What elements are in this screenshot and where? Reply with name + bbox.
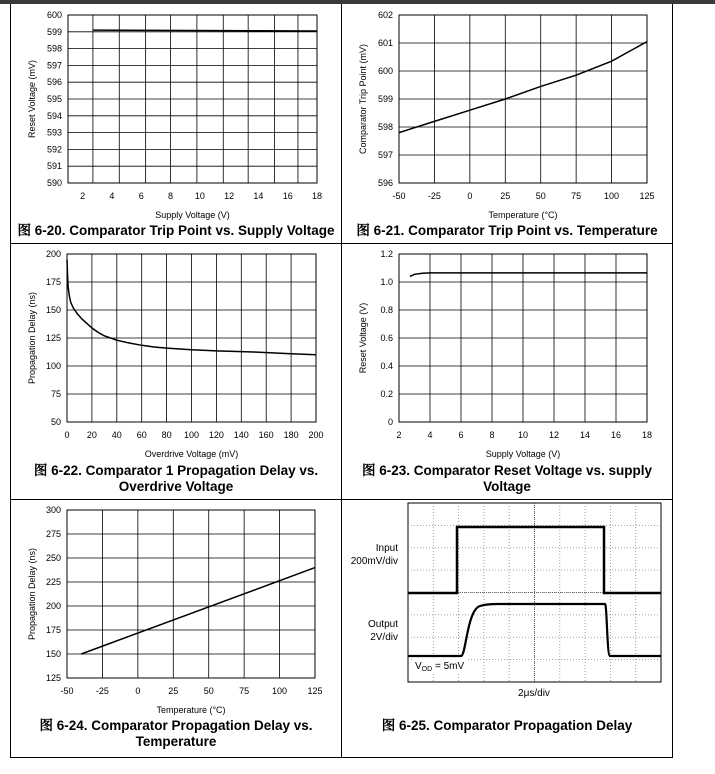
input-label-line-1: Input <box>375 543 398 554</box>
x-tick-label: 12 <box>224 191 235 201</box>
caption-text: 图 6-24. Comparator Propagation Delay vs. Temperature <box>39 718 313 749</box>
y-tick-label: 592 <box>46 144 62 155</box>
x-axis-label: Supply Voltage (V) <box>155 210 230 220</box>
x-tick-label: 18 <box>641 430 653 440</box>
plot-grid <box>399 15 647 183</box>
x-tick-label: 16 <box>610 430 622 440</box>
y-tick-label: 150 <box>45 305 61 315</box>
y-tick-label: 150 <box>45 649 61 659</box>
vod-label-value: = 5mV <box>432 661 465 672</box>
y-tick-label: 0.2 <box>380 389 393 399</box>
y-axis-label: Propagation Delay (ns) <box>27 547 37 641</box>
chart-reset-voltage-vs-supply <box>342 244 672 462</box>
series-line <box>399 42 647 133</box>
y-tick-label: 275 <box>45 529 61 539</box>
x-axis-label: Overdrive Voltage (mV) <box>144 449 239 459</box>
y-tick-label: 600 <box>377 66 393 76</box>
y-tick-label: 200 <box>45 249 61 259</box>
y-tick-label: 594 <box>46 110 62 121</box>
x-tick-label: 25 <box>500 191 511 201</box>
top-bar <box>0 0 715 4</box>
x-tick-label: 100 <box>183 430 200 440</box>
plot-labels <box>27 505 323 715</box>
x-tick-label: 125 <box>307 686 323 696</box>
x-tick-label: 2 <box>396 430 402 440</box>
y-tick-label: 596 <box>46 77 62 88</box>
plot-series <box>399 42 647 133</box>
y-tick-label: 597 <box>377 150 393 160</box>
x-tick-label: 60 <box>136 430 147 440</box>
y-tick-label: 0.4 <box>380 361 393 371</box>
y-axis-label: Reset Voltage (mV) <box>27 59 37 139</box>
caption-figure-6-22 <box>31 463 321 495</box>
x-tick-label: 8 <box>168 191 174 201</box>
x-axis-label: Temperature (°C) <box>156 705 226 715</box>
x-tick-label: -50 <box>60 686 74 696</box>
y-tick-label: 0 <box>387 417 393 427</box>
x-tick-label: 18 <box>311 191 323 201</box>
y-axis-label: Reset Voltage (V) <box>358 302 368 374</box>
x-tick-label: -25 <box>427 191 441 201</box>
y-tick-label: 595 <box>46 94 62 104</box>
x-tick-label: 0 <box>64 430 70 440</box>
x-tick-label: 8 <box>489 430 495 440</box>
y-tick-label: 175 <box>45 625 61 635</box>
caption-text: 图 6-23. Comparator Reset Voltage vs. supply Voltage <box>361 463 653 494</box>
y-tick-label: 1.2 <box>380 249 393 259</box>
y-tick-label: 601 <box>377 38 393 48</box>
plot-grid <box>399 254 647 422</box>
caption-text: 图 6-20. Comparator Trip Point vs. Supply Voltage <box>17 223 335 238</box>
y-tick-label: 597 <box>46 60 62 71</box>
x-tick-label: 100 <box>272 686 288 696</box>
x-tick-label: 10 <box>517 430 529 440</box>
y-tick-label: 598 <box>377 122 393 132</box>
y-tick-label: 591 <box>46 161 62 172</box>
plot-grid <box>67 510 315 678</box>
time-scale-label: 2μs/div <box>518 688 550 699</box>
x-tick-label: 75 <box>571 191 582 201</box>
x-tick-label: 14 <box>579 430 591 440</box>
plot-labels <box>27 10 322 220</box>
x-tick-label: 180 <box>283 430 299 440</box>
vod-label-sub: OD <box>421 666 433 673</box>
input-label-line-2: 200mV/div <box>350 556 398 567</box>
x-tick-label: 25 <box>168 686 179 696</box>
x-tick-label: 200 <box>308 430 324 440</box>
caption-text: 图 6-25. Comparator Propagation Delay <box>381 718 633 733</box>
y-tick-label: 590 <box>46 178 62 188</box>
x-tick-label: 12 <box>548 430 560 440</box>
caption-text: 图 6-21. Comparator Trip Point vs. Temperature <box>356 223 658 238</box>
y-tick-label: 0.8 <box>380 305 393 315</box>
output-label-line-1: Output <box>367 619 398 630</box>
y-tick-label: 200 <box>45 601 61 611</box>
y-tick-label: 599 <box>46 26 62 37</box>
caption-figure-6-20 <box>11 223 341 239</box>
x-tick-label: 4 <box>109 191 115 201</box>
x-tick-label: 75 <box>239 686 250 696</box>
x-tick-label: 100 <box>604 191 620 201</box>
x-tick-label: 6 <box>138 191 144 201</box>
y-tick-label: 1.0 <box>380 277 393 287</box>
table-border-bottom <box>10 757 673 758</box>
x-tick-label: 2 <box>80 191 86 201</box>
scope-capture <box>342 500 672 710</box>
caption-figure-6-21 <box>342 223 672 239</box>
x-tick-label: -50 <box>392 191 406 201</box>
plot-grid <box>67 254 316 422</box>
x-tick-label: 50 <box>203 686 214 696</box>
x-tick-label: 120 <box>208 430 224 440</box>
table-border-right <box>672 4 673 757</box>
x-tick-label: 160 <box>258 430 274 440</box>
x-tick-label: 0 <box>135 686 141 696</box>
y-tick-label: 599 <box>377 94 393 104</box>
x-tick-label: -25 <box>95 686 109 696</box>
x-tick-label: 20 <box>86 430 97 440</box>
series-line <box>410 273 647 277</box>
x-tick-label: 14 <box>253 191 264 201</box>
caption-figure-6-23 <box>352 463 662 495</box>
y-tick-label: 593 <box>46 127 62 138</box>
y-tick-label: 125 <box>45 333 61 343</box>
y-tick-label: 75 <box>50 389 61 399</box>
output-label-line-2: 2V/div <box>370 632 398 643</box>
x-tick-label: 80 <box>161 430 172 440</box>
y-axis-label: Propagation Delay (ns) <box>27 291 37 385</box>
y-axis-label: Comparator Trip Point (mV) <box>358 43 368 155</box>
y-tick-label: 598 <box>46 43 62 54</box>
y-tick-label: 125 <box>45 673 61 683</box>
x-tick-label: 140 <box>233 430 249 440</box>
y-tick-label: 50 <box>50 417 61 427</box>
plot-labels <box>358 10 655 220</box>
y-tick-label: 600 <box>46 10 62 20</box>
chart-trip-point-vs-supply <box>11 5 341 220</box>
y-tick-label: 300 <box>45 505 61 515</box>
x-tick-label: 6 <box>458 430 464 440</box>
x-tick-label: 10 <box>194 191 205 201</box>
chart-trip-point-vs-temperature <box>342 5 672 220</box>
x-axis-label: Temperature (°C) <box>488 210 558 220</box>
vod-label-main: V <box>415 661 422 672</box>
series-line <box>93 30 317 31</box>
plot-grid <box>68 15 317 183</box>
x-tick-label: 40 <box>111 430 122 440</box>
caption-text: 图 6-22. Comparator 1 Propagation Delay vs. Overdrive Voltage <box>33 463 319 494</box>
plot-labels <box>27 249 324 459</box>
y-tick-label: 225 <box>45 577 61 587</box>
chart-delay-vs-overdrive <box>11 244 341 462</box>
y-tick-label: 100 <box>45 361 61 371</box>
y-tick-label: 596 <box>377 178 393 188</box>
plot-labels <box>358 249 652 459</box>
caption-figure-6-25 <box>342 718 672 734</box>
y-tick-label: 0.6 <box>380 333 393 343</box>
plot-series <box>410 273 647 277</box>
y-tick-label: 250 <box>45 553 61 563</box>
x-tick-label: 16 <box>282 191 293 201</box>
x-axis-label: Supply Voltage (V) <box>485 449 561 459</box>
caption-figure-6-24 <box>31 718 321 750</box>
plot-frame <box>67 510 315 678</box>
x-tick-label: 0 <box>467 191 473 201</box>
x-tick-label: 4 <box>427 430 433 440</box>
chart-delay-vs-temperature <box>11 500 341 718</box>
plot-series <box>93 30 317 31</box>
y-tick-label: 602 <box>377 10 393 20</box>
x-tick-label: 125 <box>639 191 655 201</box>
x-tick-label: 50 <box>535 191 546 201</box>
y-tick-label: 175 <box>45 277 61 287</box>
